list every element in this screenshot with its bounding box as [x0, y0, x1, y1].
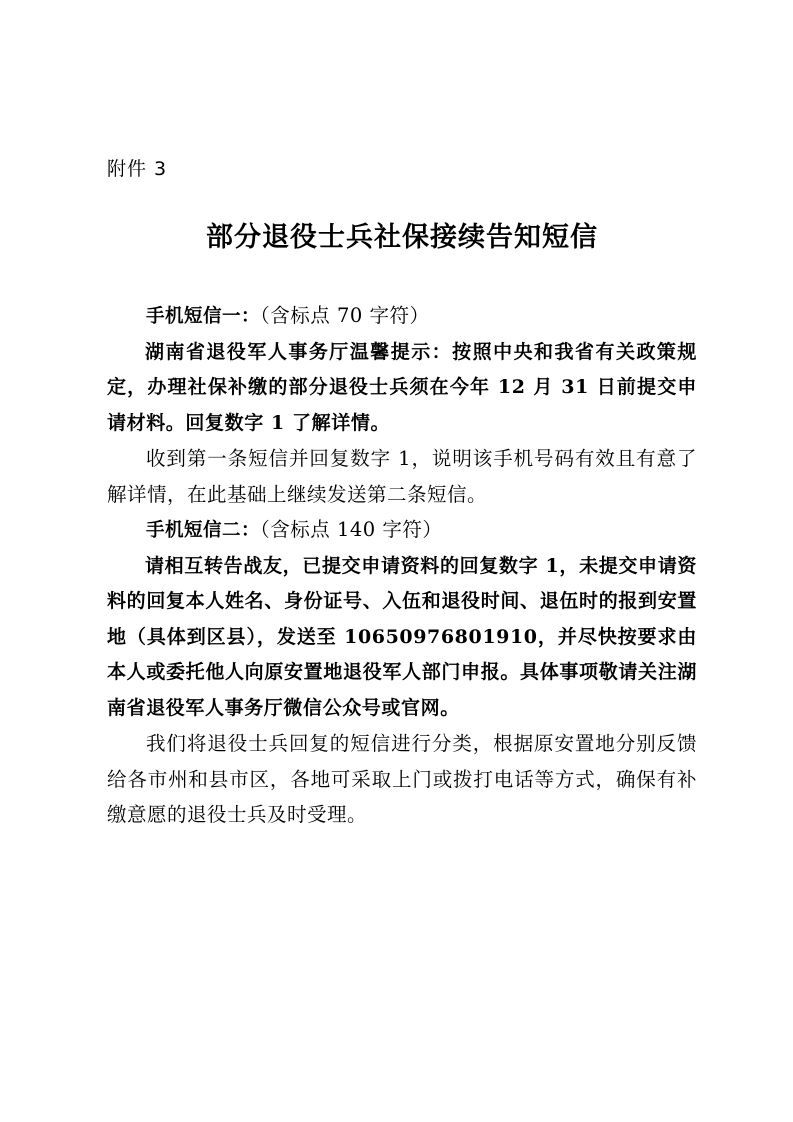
- document-title: 部分退役士兵社保接续告知短信: [206, 222, 598, 253]
- sms1-note: （含标点 70 字符）: [260, 304, 430, 327]
- sms1-content: 湖南省退役军人事务厅温馨提示：按照中央和我省有关政策规定，办理社保补缴的部分退役士兵须在今年 12 月 31 日前提交申请材料。回复数字 1 了解详情。: [107, 340, 697, 434]
- sms2-note: （含标点 140 字符）: [260, 518, 443, 541]
- sms2-content: 请相互转告战友，已提交申请资料的回复数字 1，未提交申请资料的回复本人姓名、身份证号、入伍和退役时间、退伍时的报到安置地（具体到区县），发送至 10650976801910，并尽快按要求由本人或委托他人向原安置地退役军人部门申报。具体事项敬请关注湖南省退役军人事务厅微信公众号或官网。: [107, 554, 697, 719]
- closing-paragraph: 我们将退役士兵回复的短信进行分类，根据原安置地分别反馈给各市州和县市区，各地可采取上门或拨打电话等方式，确保有补缴意愿的退役士兵及时受理。: [107, 732, 697, 826]
- attachment-label: 附件 3: [107, 158, 168, 180]
- sms2-heading: [107, 512, 697, 549]
- sms2-label: 手机短信二：: [146, 520, 261, 541]
- sms1-label: 手机短信一：: [146, 306, 261, 327]
- sms1-heading: [107, 298, 697, 335]
- document-body: [107, 298, 697, 833]
- para-after-sms1: 收到第一条短信并回复数字 1，说明该手机号码有效且有意了解详情，在此基础上继续发送第二条短信。: [107, 447, 697, 506]
